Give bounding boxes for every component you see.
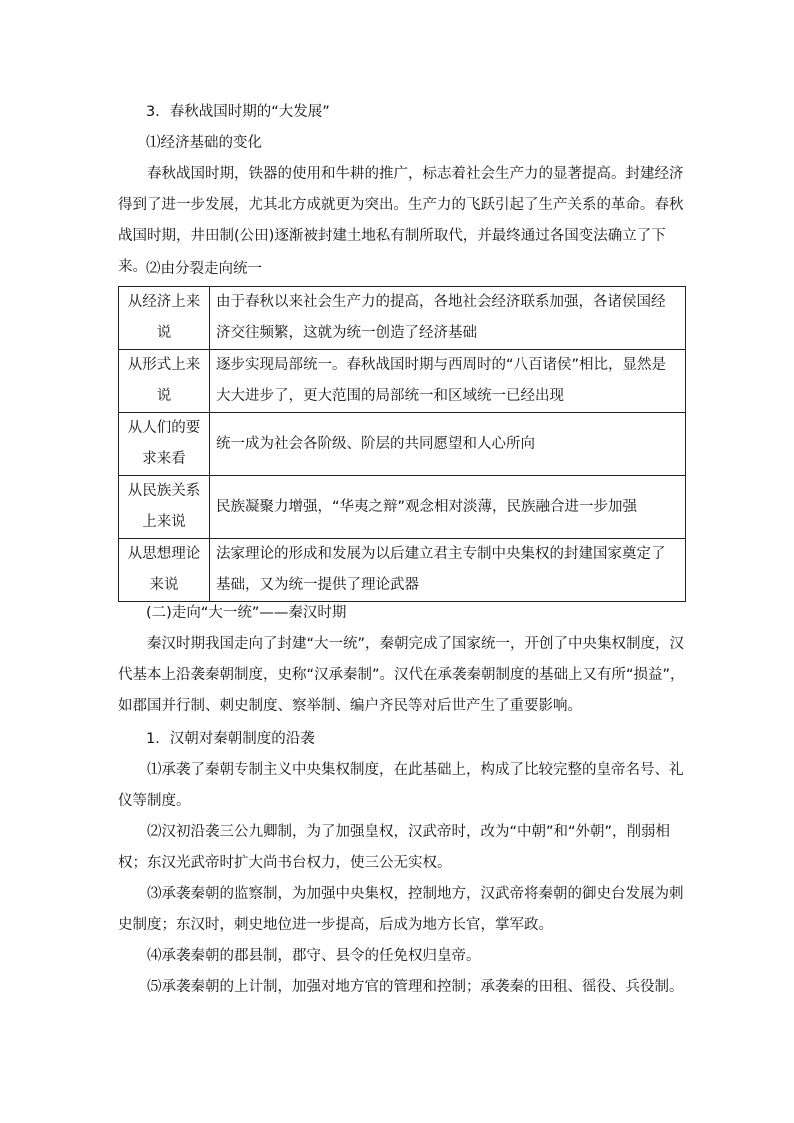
table-row-key: 从思想理论来说 [119, 539, 210, 602]
table-row-value: 统一成为社会各阶级、阶层的共同愿望和人心所向 [210, 413, 686, 476]
part-2-title: (二)走向“大一统”——秦汉时期 [146, 605, 347, 621]
table-row-key: 从人们的要求来看 [119, 413, 210, 476]
table-row [119, 413, 686, 476]
subsection-economic-title: ⑴经济基础的变化 [146, 135, 262, 151]
economic-paragraph: 春秋战国时期，铁器的使用和牛耕的推广，标志着社会生产力的显著提高。封建经济得到了进一步发展，尤其北方成就更为突出。生产力的飞跃引起了生产关系的革命。春秋战国时期，井田制(公田)逐渐被封建土地私有制所取代，并最终通过各国变法确立了下来。 [118, 166, 684, 275]
table-row-value: 由于春秋以来社会生产力的提高，各地社会经济联系加强，各诸侯国经济交往频繁，这就为统一创造了经济基础 [210, 287, 686, 350]
qin-han-paragraph: 秦汉时期我国走向了封建“大一统”，秦朝完成了国家统一，开创了中央集权制度，汉代基本上沿袭秦朝制度，史称“汉承秦制”。汉代在承袭秦朝制度的基础上又有所“损益”，如郡国并行制、刺史制度、察举制、编户齐民等对后世产生了重要影响。 [118, 636, 685, 714]
table-row-key: 从民族关系上来说 [119, 476, 210, 539]
table-row [119, 476, 686, 539]
table-row [119, 539, 686, 602]
section-3-heading: 3．春秋战国时期的“大发展” [146, 104, 330, 120]
subsection-unification-title: ⑵由分裂走向统一 [146, 261, 262, 277]
unification-table [118, 286, 686, 602]
point-item: ⑸承袭秦朝的上计制，加强对地方官的管理和控制；承袭秦的田租、徭役、兵役制。 [147, 979, 684, 995]
table-row-key: 从经济上来说 [119, 287, 210, 350]
point-item: ⑷承袭秦朝的郡县制，郡守、县令的任免权归皇帝。 [147, 948, 481, 964]
point-item: ⑶承袭秦朝的监察制，为加强中央集权，控制地方，汉武帝将秦朝的御史台发展为刺史制度；东汉时，刺史地位进一步提高，后成为地方长官，掌军政。 [118, 886, 684, 933]
table-row-value: 民族凝聚力增强，“华夷之辩”观念相对淡薄，民族融合进一步加强 [210, 476, 686, 539]
han-inheritance-title: 1．汉朝对秦朝制度的沿袭 [146, 731, 315, 747]
table-row-value: 逐步实现局部统一。春秋战国时期与西周时的“八百诸侯”相比，显然是大大进步了，更大范围的局部统一和区域统一已经出现 [210, 350, 686, 413]
table-row-value: 法家理论的形成和发展为以后建立君主专制中央集权的封建国家奠定了基础，又为统一提供了理论武器 [210, 539, 686, 602]
table-row [119, 350, 686, 413]
point-item: ⑵汉初沿袭三公九卿制，为了加强皇权，汉武帝时，改为“中朝”和“外朝”，削弱相权；东汉光武帝时扩大尚书台权力，使三公无实权。 [118, 824, 671, 871]
table-row-key: 从形式上来说 [119, 350, 210, 413]
table-row [119, 287, 686, 350]
point-item: ⑴承袭了秦朝专制主义中央集权制度，在此基础上，构成了比较完整的皇帝名号、礼仪等制度。 [118, 762, 684, 809]
